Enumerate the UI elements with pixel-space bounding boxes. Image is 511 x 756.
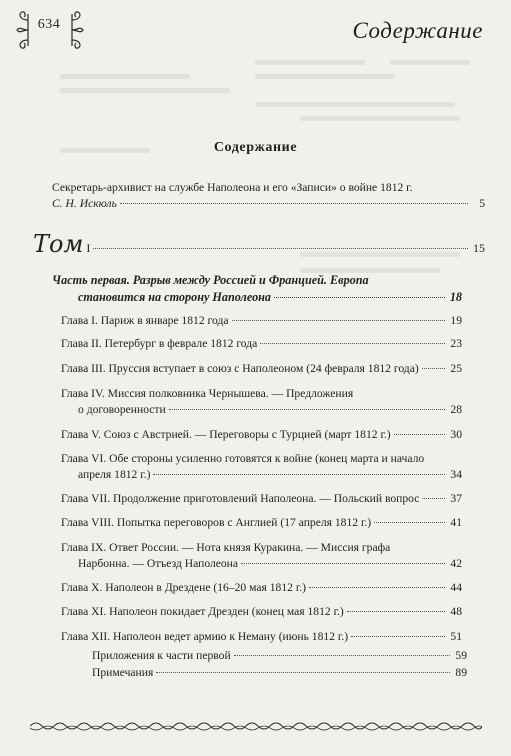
- leader-dots: [374, 522, 445, 523]
- entry-title: Глава IX. Ответ России. — Нота князя Куракина. — Миссия графа: [61, 541, 391, 554]
- page-title: Содержание: [213, 140, 298, 155]
- leader-dots: [351, 636, 445, 637]
- leader-dots: [260, 343, 445, 344]
- leader-dots: [93, 248, 468, 249]
- toc-entry-chapter-5[interactable]: [61, 427, 462, 443]
- leader-dots: [153, 474, 445, 475]
- leader-dots: [394, 434, 445, 435]
- entry-page: 23: [450, 337, 462, 350]
- leader-dots: [309, 587, 445, 588]
- entry-title: Глава XI. Наполеон покидает Дрезден (конец мая 1812 г.): [61, 605, 344, 618]
- toc-entry-chapter-11[interactable]: [61, 604, 462, 620]
- entry-page: 18: [449, 290, 462, 304]
- toc-entry-notes[interactable]: [92, 665, 467, 681]
- leader-dots: [422, 368, 445, 369]
- leader-dots: [241, 563, 445, 564]
- part-title-line-1: Часть первая. Разрыв между Россией и Францией. Европа: [52, 273, 369, 287]
- toc-entry-chapter-6[interactable]: [61, 451, 462, 483]
- entry-title-continued: Нарбонна. — Отъезд Наполеона: [78, 557, 239, 570]
- entry-title: Глава VII. Продолжение приготовлений Наполеона. — Польский вопрос: [61, 492, 420, 505]
- entry-title-continued: о договоренности: [78, 403, 166, 416]
- decorative-border-icon: [30, 719, 482, 733]
- toc-entry-volume[interactable]: [33, 230, 485, 258]
- entry-page: 30: [450, 428, 462, 441]
- entry-page: 5: [479, 197, 485, 210]
- entry-title: Глава V. Союз с Австрией. — Переговоры с Турцией (март 1812 г.): [61, 428, 391, 441]
- entry-title: Глава XII. Наполеон ведет армию к Неману (июнь 1812 г.): [61, 630, 349, 643]
- entry-page: 51: [450, 630, 462, 643]
- entry-page: 44: [450, 581, 462, 594]
- volume-number: I: [86, 241, 91, 255]
- volume-label: Том: [33, 230, 84, 258]
- leader-dots: [347, 611, 445, 612]
- toc-entry-chapter-1[interactable]: [61, 313, 462, 329]
- entry-page: 25: [450, 362, 462, 375]
- entry-title: Приложения к части первой: [92, 649, 231, 662]
- entry-page: 28: [450, 403, 462, 416]
- entry-title: Примечания: [92, 666, 154, 679]
- entry-page: 89: [455, 666, 467, 679]
- leader-dots: [422, 498, 445, 499]
- entry-title: Глава III. Пруссия вступает в союз с Наполеоном (24 февраля 1812 года): [61, 362, 419, 375]
- toc-entry-chapter-8[interactable]: [61, 515, 462, 531]
- entry-page: 34: [450, 468, 462, 481]
- entry-page: 37: [450, 492, 462, 505]
- leader-dots: [274, 297, 445, 298]
- toc-entry-preface[interactable]: [52, 180, 485, 212]
- entry-title: Глава X. Наполеон в Дрездене (16–20 мая 1812 г.): [61, 581, 307, 594]
- entry-page: 41: [450, 516, 462, 529]
- entry-page: 42: [450, 557, 462, 570]
- entry-page: 48: [450, 605, 462, 618]
- leader-dots: [120, 203, 468, 204]
- leader-dots: [234, 655, 450, 656]
- entry-page: 19: [450, 314, 462, 327]
- toc-entry-chapter-3[interactable]: [61, 361, 462, 377]
- entry-page: 15: [473, 241, 485, 255]
- entry-title: Глава IV. Миссия полковника Чернышева. — Предложения: [61, 387, 354, 400]
- leader-dots: [169, 409, 445, 410]
- toc-entry-chapter-12[interactable]: [61, 629, 462, 645]
- toc-entry-chapter-7[interactable]: [61, 491, 462, 507]
- entry-title: Глава VIII. Попытка переговоров с Англией (17 апреля 1812 г.): [61, 516, 372, 529]
- entry-title: Глава VI. Обе стороны усиленно готовятся к войне (конец марта и начало: [61, 452, 425, 465]
- leader-dots: [156, 672, 450, 673]
- entry-page: 59: [455, 649, 467, 662]
- toc-entry-part-one[interactable]: [52, 272, 462, 306]
- toc-entry-chapter-2[interactable]: [61, 336, 462, 352]
- entry-title: Глава II. Петербург в феврале 1812 года: [61, 337, 258, 350]
- entry-title: Глава I. Париж в январе 1812 года: [61, 314, 229, 327]
- toc-entry-chapter-10[interactable]: [61, 580, 462, 596]
- leader-dots: [232, 320, 446, 321]
- entry-title-continued: апреля 1812 г.): [78, 468, 151, 481]
- running-head: Содержание: [352, 18, 483, 43]
- part-title-line-2: становится на сторону Наполеона: [78, 290, 272, 304]
- toc-entry-chapter-4[interactable]: [61, 386, 462, 418]
- entry-author: С. Н. Искюль: [52, 197, 117, 210]
- toc-entry-appendix[interactable]: [92, 648, 467, 664]
- toc-entry-chapter-9[interactable]: [61, 540, 462, 572]
- entry-title: Секретарь-архивист на службе Наполеона и его «Записи» о войне 1812 г.: [52, 181, 413, 194]
- page-number: 634: [37, 17, 61, 32]
